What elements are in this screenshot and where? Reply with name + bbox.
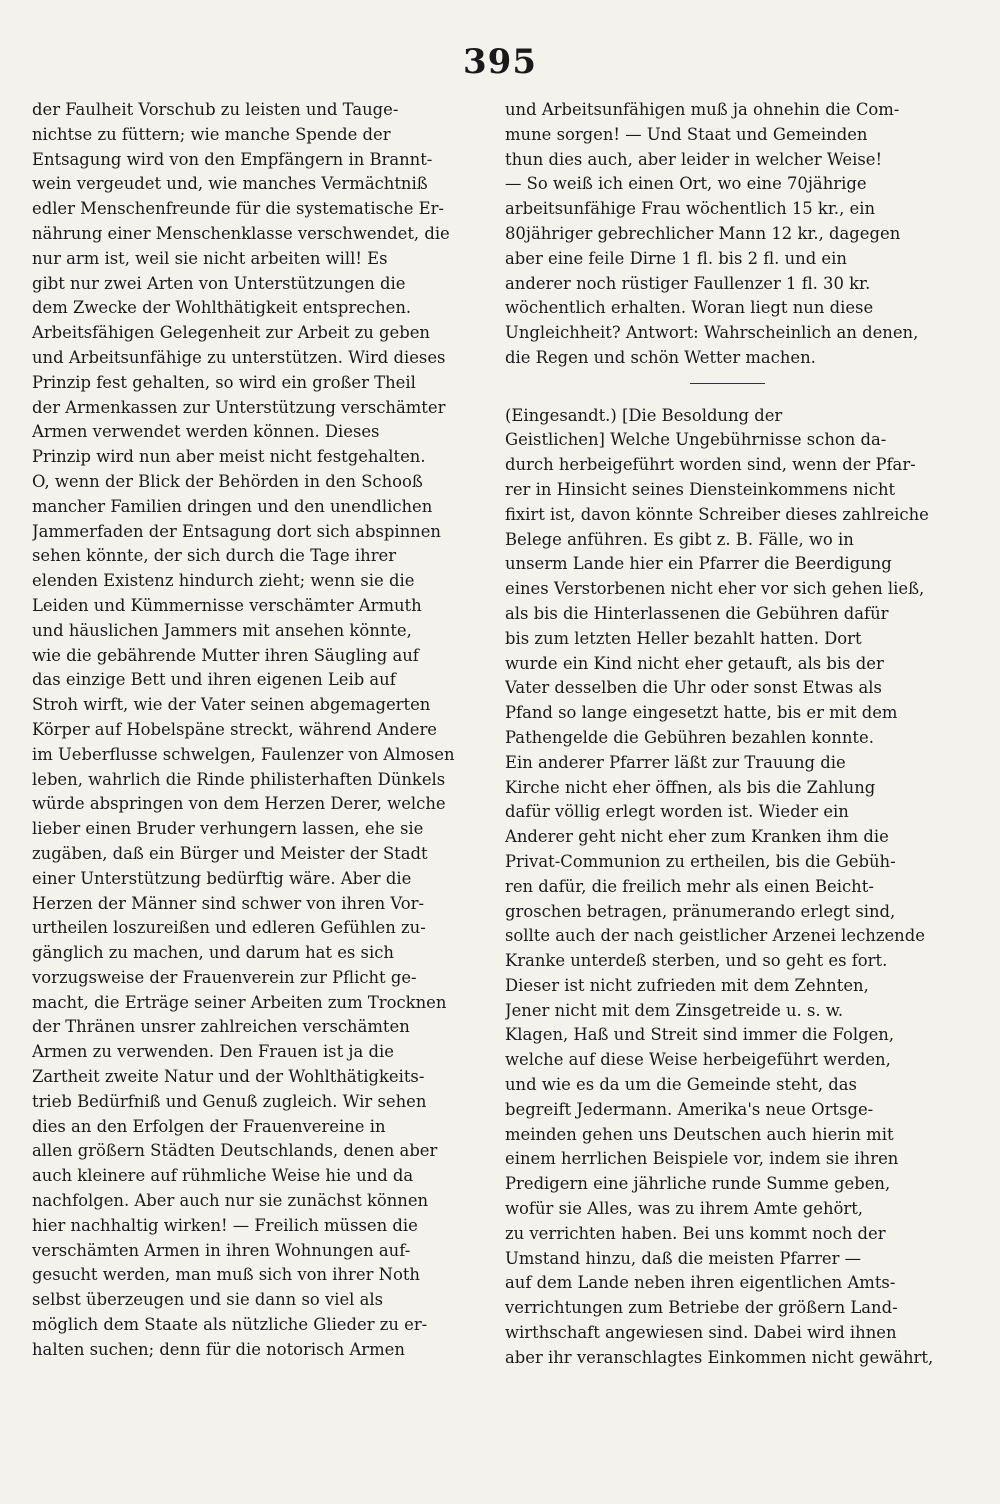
text-line: wofür sie Alles, was zu ihrem Amte gehört, xyxy=(505,1199,864,1219)
text-line: durch herbeigeführt worden sind, wenn der Pfar- xyxy=(505,455,916,475)
text-line: als bis die Hinterlassenen die Gebühren dafür xyxy=(505,603,889,623)
text-line: gibt nur zwei Arten von Unterstützungen die xyxy=(32,273,406,293)
text-line: 80jähriger gebrechlicher Mann 12 kr., dagegen xyxy=(505,223,901,243)
text-line: Körper auf Hobelspäne streckt, während Andere xyxy=(32,719,438,739)
text-line: und häuslichen Jammers mit ansehen könnte, xyxy=(32,620,412,640)
text-line: thun dies auch, aber leider in welcher Weise! xyxy=(505,149,883,169)
text-line: Geistlichen] Welche Ungebührnisse schon da- xyxy=(505,430,887,450)
text-line: Pathengelde die Gebühren bezahlen konnte. xyxy=(505,727,874,747)
text-line: Privat-Communion zu ertheilen, bis die Gebüh- xyxy=(505,851,896,871)
text-line: zugäben, daß ein Bürger und Meister der Stadt xyxy=(32,843,428,863)
text-line: mancher Familien dringen und den unendlichen xyxy=(32,496,433,516)
text-line: Kranke unterdeß sterben, und so geht es fort. xyxy=(505,951,888,971)
text-line: anderer noch rüstiger Faullenzer 1 fl. 30 kr. xyxy=(505,273,871,293)
text-line: zu verrichten haben. Bei uns kommt noch der xyxy=(505,1223,886,1243)
spacer xyxy=(505,396,945,404)
text-line: nur arm ist, weil sie nicht arbeiten will! Es xyxy=(32,248,388,268)
text-line: würde abspringen von dem Herzen Derer, welche xyxy=(32,794,446,814)
text-line: der Armenkassen zur Unterstützung verschämter xyxy=(32,397,446,417)
text-line: möglich dem Staate als nützliche Glieder zu er- xyxy=(32,1315,428,1335)
text-line: und Arbeitsunfähigen muß ja ohnehin die Com- xyxy=(505,100,900,119)
text-line: urtheilen loszureißen und edleren Gefühlen zu- xyxy=(32,918,426,938)
text-line: Arbeitsfähigen Gelegenheit zur Arbeit zu geben xyxy=(32,323,430,343)
text-line: dafür völlig erlegt worden ist. Wieder ein xyxy=(505,802,849,822)
text-line: das einzige Bett und ihren eigenen Leib auf xyxy=(32,670,396,690)
text-line: Dieser ist nicht zufrieden mit dem Zehnten, xyxy=(505,975,869,995)
text-line: fixirt ist, davon könnte Schreiber dieses zahlreiche xyxy=(505,504,929,524)
text-line: ren dafür, die freilich mehr als einen Beicht- xyxy=(505,876,874,896)
text-line: Prinzip wird nun aber meist nicht festgehalten. xyxy=(32,447,426,467)
text-line: hier nachhaltig wirken! — Freilich müssen die xyxy=(32,1215,418,1235)
text-line: welche auf diese Weise herbeigeführt werden, xyxy=(505,1050,891,1070)
text-line: Predigern eine jährliche runde Summe geben, xyxy=(505,1174,891,1194)
text-line: wie die gebährende Mutter ihren Säugling auf xyxy=(32,645,419,665)
text-line: Armen zu verwenden. Den Frauen ist ja die xyxy=(32,1042,394,1062)
text-line: wöchentlich erhalten. Woran liegt nun diese xyxy=(505,298,874,318)
text-line: groschen betragen, pränumerando erlegt sind, xyxy=(505,901,896,921)
text-line: verschämten Armen in ihren Wohnungen auf- xyxy=(32,1240,411,1260)
text-line: bis zum letzten Heller bezahlt hatten. Dort xyxy=(505,628,862,648)
text-line: verrichtungen zum Betriebe der größern Land- xyxy=(505,1298,898,1318)
text-line: Klagen, Haß und Streit sind immer die Folgen, xyxy=(505,1025,895,1045)
text-line: Prinzip fest gehalten, so wird ein großer Theil xyxy=(32,372,416,392)
text-line: Kirche nicht eher öffnen, als bis die Zahlung xyxy=(505,777,876,797)
text-line: lieber einen Bruder verhungern lassen, ehe sie xyxy=(32,819,424,839)
left-column xyxy=(32,98,484,1468)
text-line: trieb Bedürfniß und Genuß zugleich. Wir sehen xyxy=(32,1091,427,1111)
text-line: — So weiß ich einen Ort, wo eine 70jährige xyxy=(505,174,867,194)
text-line: gesucht werden, man muß sich von ihrer Noth xyxy=(32,1265,420,1285)
text-line: gänglich zu machen, und darum hat es sich xyxy=(32,943,394,963)
text-line: Pfand so lange eingesetzt hatte, bis er mit dem xyxy=(505,703,898,723)
text-line: der Thränen unsrer zahlreichen verschämten xyxy=(32,1017,410,1037)
text-line: leben, wahrlich die Rinde philisterhaften Dünkels xyxy=(32,769,446,789)
text-line: Armen verwendet werden können. Dieses xyxy=(32,422,380,442)
text-line: rer in Hinsicht seines Diensteinkommens nicht xyxy=(505,479,896,499)
text-line: Ungleichheit? Antwort: Wahrscheinlich an denen, xyxy=(505,323,919,343)
text-line: und wie es da um die Gemeinde steht, das xyxy=(505,1075,857,1095)
text-line: eines Verstorbenen nicht eher vor sich gehen ließ, xyxy=(505,579,925,599)
text-line: wurde ein Kind nicht eher getauft, als bis der xyxy=(505,653,884,673)
text-line: edler Menschenfreunde für die systematische Er- xyxy=(32,199,444,219)
text-line: Anderer geht nicht eher zum Kranken ihm die xyxy=(505,827,889,847)
text-line: wirthschaft angewiesen sind. Dabei wird ihnen xyxy=(505,1323,897,1343)
text-line: mune sorgen! — Und Staat und Gemeinden xyxy=(505,124,868,144)
text-line: unserm Lande hier ein Pfarrer die Beerdigung xyxy=(505,554,892,574)
text-line: auch kleinere auf rühmliche Weise hie und da xyxy=(32,1166,414,1186)
text-line: nährung einer Menschenklasse verschwendet, die xyxy=(32,223,450,243)
text-line: einer Unterstützung bedürftig wäre. Aber die xyxy=(32,868,412,888)
text-line: Jammerfaden der Entsagung dort sich abspinnen xyxy=(32,521,441,541)
text-line: aber ihr veranschlagtes Einkommen nicht gewährt, xyxy=(505,1347,934,1367)
text-line: Herzen der Männer sind schwer von ihren Vor- xyxy=(32,893,424,913)
text-line: allen größern Städten Deutschlands, denen aber xyxy=(32,1141,438,1161)
text-line: einem herrlichen Beispiele vor, indem sie ihren xyxy=(505,1149,899,1169)
text-line: aber eine feile Dirne 1 fl. bis 2 fl. und ein xyxy=(505,248,847,268)
text-line: sehen könnte, der sich durch die Tage ihrer xyxy=(32,546,397,566)
text-line: macht, die Erträge seiner Arbeiten zum Trocknen xyxy=(32,992,447,1012)
text-line: vorzugsweise der Frauenverein zur Pflicht ge- xyxy=(32,967,417,987)
text-line: dies an den Erfolgen der Frauenvereine in xyxy=(32,1116,386,1136)
text-line: nichtse zu füttern; wie manche Spende der xyxy=(32,124,391,144)
text-line: halten suchen; denn für die notorisch Armen xyxy=(32,1339,405,1359)
text-line: Entsagung wird von den Empfängern in Brannt- xyxy=(32,149,433,169)
text-line: Vater desselben die Uhr oder sonst Etwas als xyxy=(505,678,882,698)
text-line: elenden Existenz hindurch zieht; wenn sie die xyxy=(32,571,415,591)
text-line: Stroh wirft, wie der Vater seinen abgemagerten xyxy=(32,695,431,715)
section-divider xyxy=(505,371,945,396)
text-line: Umstand hinzu, daß die meisten Pfarrer — xyxy=(505,1248,862,1268)
page-number: 395 xyxy=(463,42,537,82)
text-line: im Ueberflusse schwelgen, Faulenzer von Almosen xyxy=(32,744,455,764)
text-line: (Eingesandt.) [Die Besoldung der xyxy=(505,405,783,425)
text-line: die Regen und schön Wetter machen. xyxy=(505,347,816,367)
text-line: dem Zwecke der Wohlthätigkeit entsprechen. xyxy=(32,298,412,318)
text-line: der Faulheit Vorschub zu leisten und Tauge- xyxy=(32,100,399,119)
text-line: Zartheit zweite Natur und der Wohlthätigkeits- xyxy=(32,1067,425,1087)
text-line: Jener nicht mit dem Zinsgetreide u. s. w. xyxy=(505,1000,844,1020)
text-line: Belege anführen. Es gibt z. B. Fälle, wo in xyxy=(505,529,854,549)
text-line: nachfolgen. Aber auch nur sie zunächst können xyxy=(32,1191,429,1211)
text-line: Leiden und Kümmernisse verschämter Armuth xyxy=(32,595,422,615)
text-line: sollte auch der nach geistlicher Arzenei lechzende xyxy=(505,926,925,946)
text-line: auf dem Lande neben ihren eigentlichen Amts- xyxy=(505,1273,896,1293)
text-line: Ein anderer Pfarrer läßt zur Trauung die xyxy=(505,752,846,772)
text-line: meinden gehen uns Deutschen auch hierin mit xyxy=(505,1124,894,1144)
text-line: wein vergeudet und, wie manches Vermächtniß xyxy=(32,174,428,194)
text-line: O, wenn der Blick der Behörden in den Schooß xyxy=(32,471,423,491)
text-line: arbeitsunfähige Frau wöchentlich 15 kr., ein xyxy=(505,199,876,219)
text-line: begreift Jedermann. Amerika's neue Ortsge- xyxy=(505,1099,874,1119)
text-line: selbst überzeugen und sie dann so viel als xyxy=(32,1290,384,1310)
right-column xyxy=(505,98,945,1468)
text-line: und Arbeitsunfähige zu unterstützen. Wird dieses xyxy=(32,347,446,367)
